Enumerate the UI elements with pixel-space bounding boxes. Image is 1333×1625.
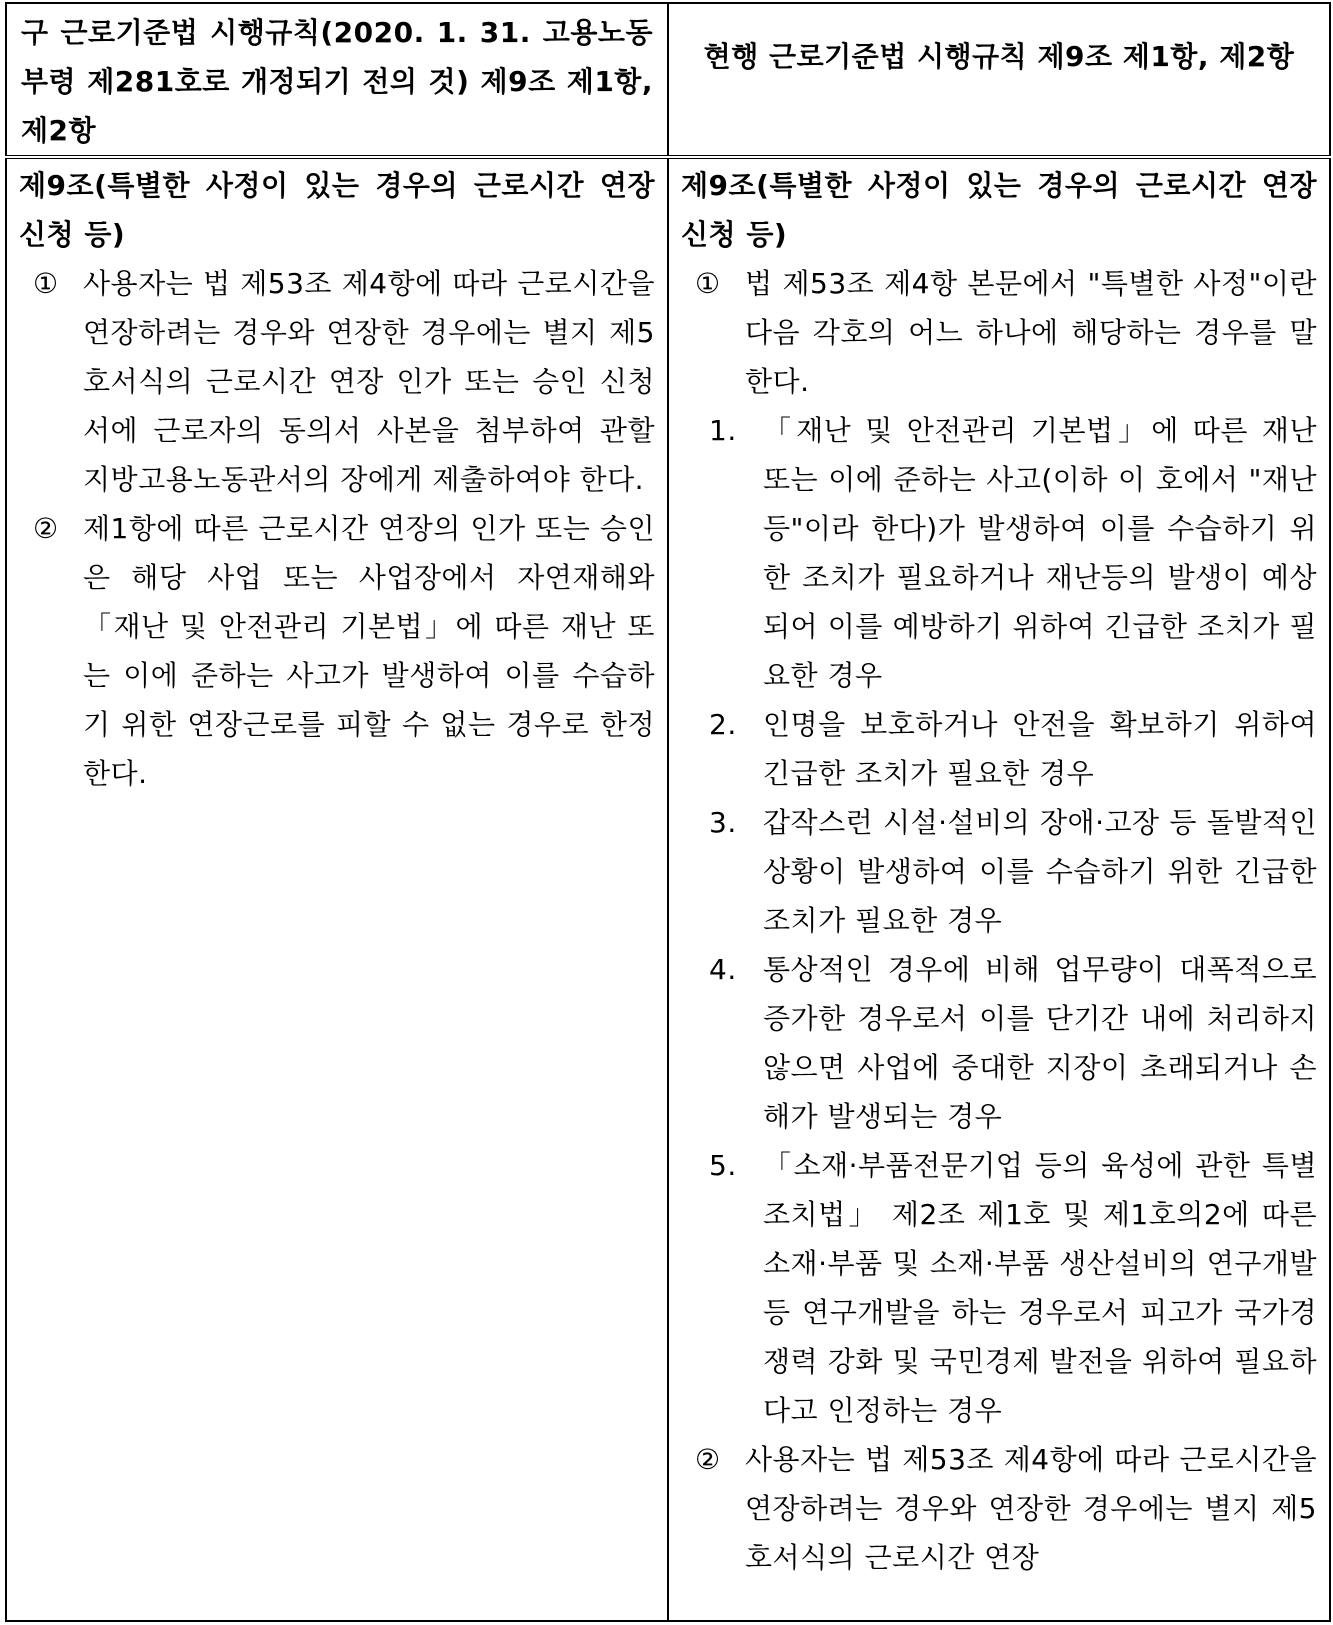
current-paragraph-1-number: ① <box>695 267 721 300</box>
current-item-3-text: 갑작스런 시설·설비의 장애·고장 등 돌발적인 상황이 발생하여 이를 수습하기 위한 긴급한 조치가 필요한 경우 <box>763 806 1317 937</box>
current-item-3 <box>681 798 1317 945</box>
body-row <box>6 157 1330 1621</box>
old-paragraph-2 <box>19 504 655 798</box>
current-paragraph-2 <box>681 1435 1317 1582</box>
current-paragraph-1 <box>681 259 1317 406</box>
current-item-5 <box>681 1141 1317 1435</box>
header-old-rule: 구 근로기준법 시행규칙(2020. 1. 31. 고용노동부령 제281호로 개정되기 전의 것) 제9조 제1항, 제2항 <box>6 3 668 157</box>
header-current-rule: 현행 근로기준법 시행규칙 제9조 제1항, 제2항 <box>668 3 1330 157</box>
old-paragraph-1 <box>19 259 655 504</box>
old-rule-cell <box>6 157 668 1621</box>
current-paragraph-1-text: 법 제53조 제4항 본문에서 "특별한 사정"이란 다음 각호의 어느 하나에 해당하는 경우를 말한다. <box>745 267 1317 398</box>
old-article-title: 제9조(특별한 사정이 있는 경우의 근로시간 연장 신청 등) <box>19 169 655 251</box>
current-article-title: 제9조(특별한 사정이 있는 경우의 근로시간 연장 신청 등) <box>681 169 1317 251</box>
current-item-1-number: 1. <box>709 414 737 447</box>
current-item-2-number: 2. <box>709 708 737 741</box>
current-item-1-text: 「재난 및 안전관리 기본법」에 따른 재난 또는 이에 준하는 사고(이하 이 호에서 "재난등"이라 한다)가 발생하여 이를 수습하기 위한 조치가 필요하거나 재난등의 발생이 예상되어 이를 예방하기 위하여 긴급한 조치가 필요한 경우 <box>763 414 1317 692</box>
old-paragraph-2-number: ② <box>33 512 59 545</box>
current-rule-cell <box>668 157 1330 1621</box>
current-item-5-text: 「소재·부품전문기업 등의 육성에 관한 특별조치법」 제2조 제1호 및 제1호의2에 따른 소재·부품 및 소재·부품 생산설비의 연구개발 등 연구개발을 하는 경우로서 피고가 국가경쟁력 강화 및 국민경제 발전을 위하여 필요하다고 인정하는 경우 <box>763 1149 1317 1427</box>
old-paragraph-2-text: 제1항에 따른 근로시간 연장의 인가 또는 승인은 해당 사업 또는 사업장에서 자연재해와 「재난 및 안전관리 기본법」에 따른 재난 또는 이에 준하는 사고가 발생하여 이를 수습하기 위한 연장근로를 피할 수 없는 경우로 한정한다. <box>83 512 655 790</box>
comparison-table <box>5 2 1331 1622</box>
current-item-1 <box>681 406 1317 700</box>
current-item-2-text: 인명을 보호하거나 안전을 확보하기 위하여 긴급한 조치가 필요한 경우 <box>763 708 1317 790</box>
current-item-4-number: 4. <box>709 953 737 986</box>
header-row <box>6 3 1330 157</box>
current-item-3-number: 3. <box>709 806 737 839</box>
current-item-5-number: 5. <box>709 1149 737 1182</box>
old-paragraph-1-text: 사용자는 법 제53조 제4항에 따라 근로시간을 연장하려는 경우와 연장한 경우에는 별지 제5호서식의 근로시간 연장 인가 또는 승인 신청서에 근로자의 동의서 사본을 첨부하여 관할 지방고용노동관서의 장에게 제출하여야 한다. <box>83 267 655 496</box>
current-paragraph-2-number: ② <box>695 1443 721 1476</box>
current-item-4-text: 통상적인 경우에 비해 업무량이 대폭적으로 증가한 경우로서 이를 단기간 내에 처리하지 않으면 사업에 중대한 지장이 초래되거나 손해가 발생되는 경우 <box>763 953 1317 1133</box>
old-paragraph-1-number: ① <box>33 267 59 300</box>
current-item-2 <box>681 700 1317 798</box>
current-paragraph-2-text: 사용자는 법 제53조 제4항에 따라 근로시간을 연장하려는 경우와 연장한 경우에는 별지 제5호서식의 근로시간 연장 <box>745 1443 1317 1574</box>
current-item-4 <box>681 945 1317 1141</box>
